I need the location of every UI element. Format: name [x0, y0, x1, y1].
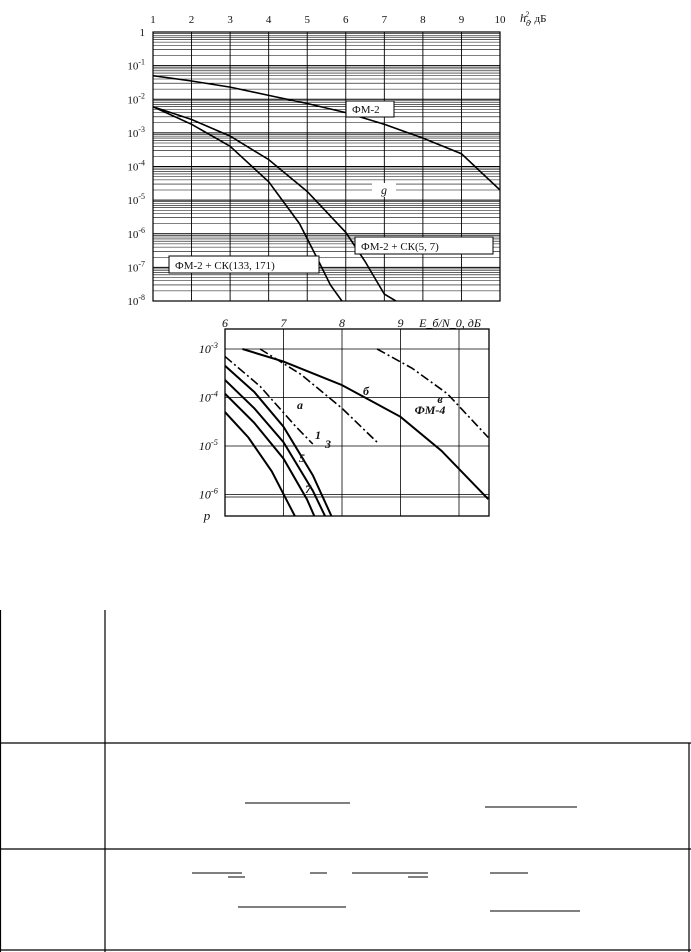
- x-tick-label: 2: [188, 14, 195, 26]
- series-line-5: [225, 394, 325, 540]
- x-tick-label: 7: [280, 316, 287, 330]
- y-tick-label: $10^{-8}$: [127, 293, 145, 308]
- series-line-7: [225, 412, 307, 539]
- annotation-label: ФМ-2 + СК(133, 171): [175, 260, 275, 272]
- annotation-label: g: [381, 183, 387, 197]
- document-table: [0, 610, 691, 952]
- y-tick-label: $10^{-4}$: [127, 158, 145, 174]
- y-tick-label: 1: [139, 27, 145, 39]
- x-tick-label: 7: [381, 14, 388, 26]
- y-tick-label: $10^{-4}$: [198, 388, 218, 405]
- ber-chart-fm2: [0, 0, 691, 320]
- annotation-label: ФМ-2: [352, 104, 380, 116]
- y-axis-label: p: [203, 508, 211, 523]
- y-tick-label: $10^{-6}$: [127, 225, 145, 241]
- x-tick-label: 4: [265, 14, 272, 26]
- x-axis-label: $h_б2$, дБ: [520, 10, 547, 28]
- x-tick-label: 8: [339, 316, 345, 330]
- y-tick-label: $10^{-3}$: [127, 124, 145, 140]
- series-line-3: [225, 380, 336, 539]
- x-tick-label: 10: [494, 14, 506, 26]
- y-tick-label: $10^{-5}$: [127, 192, 145, 208]
- curve-label: а: [297, 398, 303, 412]
- curve-label: 5: [299, 451, 305, 465]
- x-tick-label: 9: [458, 14, 465, 26]
- series-line-в: [377, 349, 488, 438]
- y-tick-label: $10^{-2}$: [127, 91, 145, 107]
- x-tick-label: 6: [343, 14, 349, 26]
- series-line-1: [225, 366, 342, 539]
- plot-frame: [225, 329, 489, 516]
- series-line-б: [260, 349, 377, 442]
- curve-label: б: [363, 384, 369, 398]
- x-axis-label: E_б/N_0, дБ: [419, 316, 481, 330]
- curve-label: 3: [325, 437, 331, 451]
- formula-fraction-bars: [192, 803, 580, 911]
- curve-label: 1: [315, 428, 321, 442]
- curve-label: 7: [305, 482, 311, 496]
- x-tick-label: 1: [150, 14, 156, 26]
- curve-label: в: [437, 392, 443, 406]
- x-tick-label: 8: [420, 14, 426, 26]
- y-tick-label: $10^{-6}$: [198, 485, 218, 502]
- y-tick-label: $10^{-3}$: [198, 340, 218, 356]
- x-tick-label: 3: [227, 14, 233, 26]
- y-tick-label: $10^{-7}$: [127, 259, 145, 275]
- x-tick-label: 5: [304, 14, 310, 26]
- y-tick-label: $10^{-5}$: [198, 437, 218, 453]
- series-line-а: [225, 357, 313, 445]
- annotation-label: ФМ-2 + СК(5, 7): [361, 241, 439, 253]
- x-tick-label: 9: [397, 316, 404, 330]
- y-tick-label: $10^{-1}$: [127, 57, 145, 73]
- curve-label: ФМ-4: [414, 403, 446, 417]
- series-line-в: [243, 349, 489, 499]
- x-tick-label: 6: [222, 316, 228, 330]
